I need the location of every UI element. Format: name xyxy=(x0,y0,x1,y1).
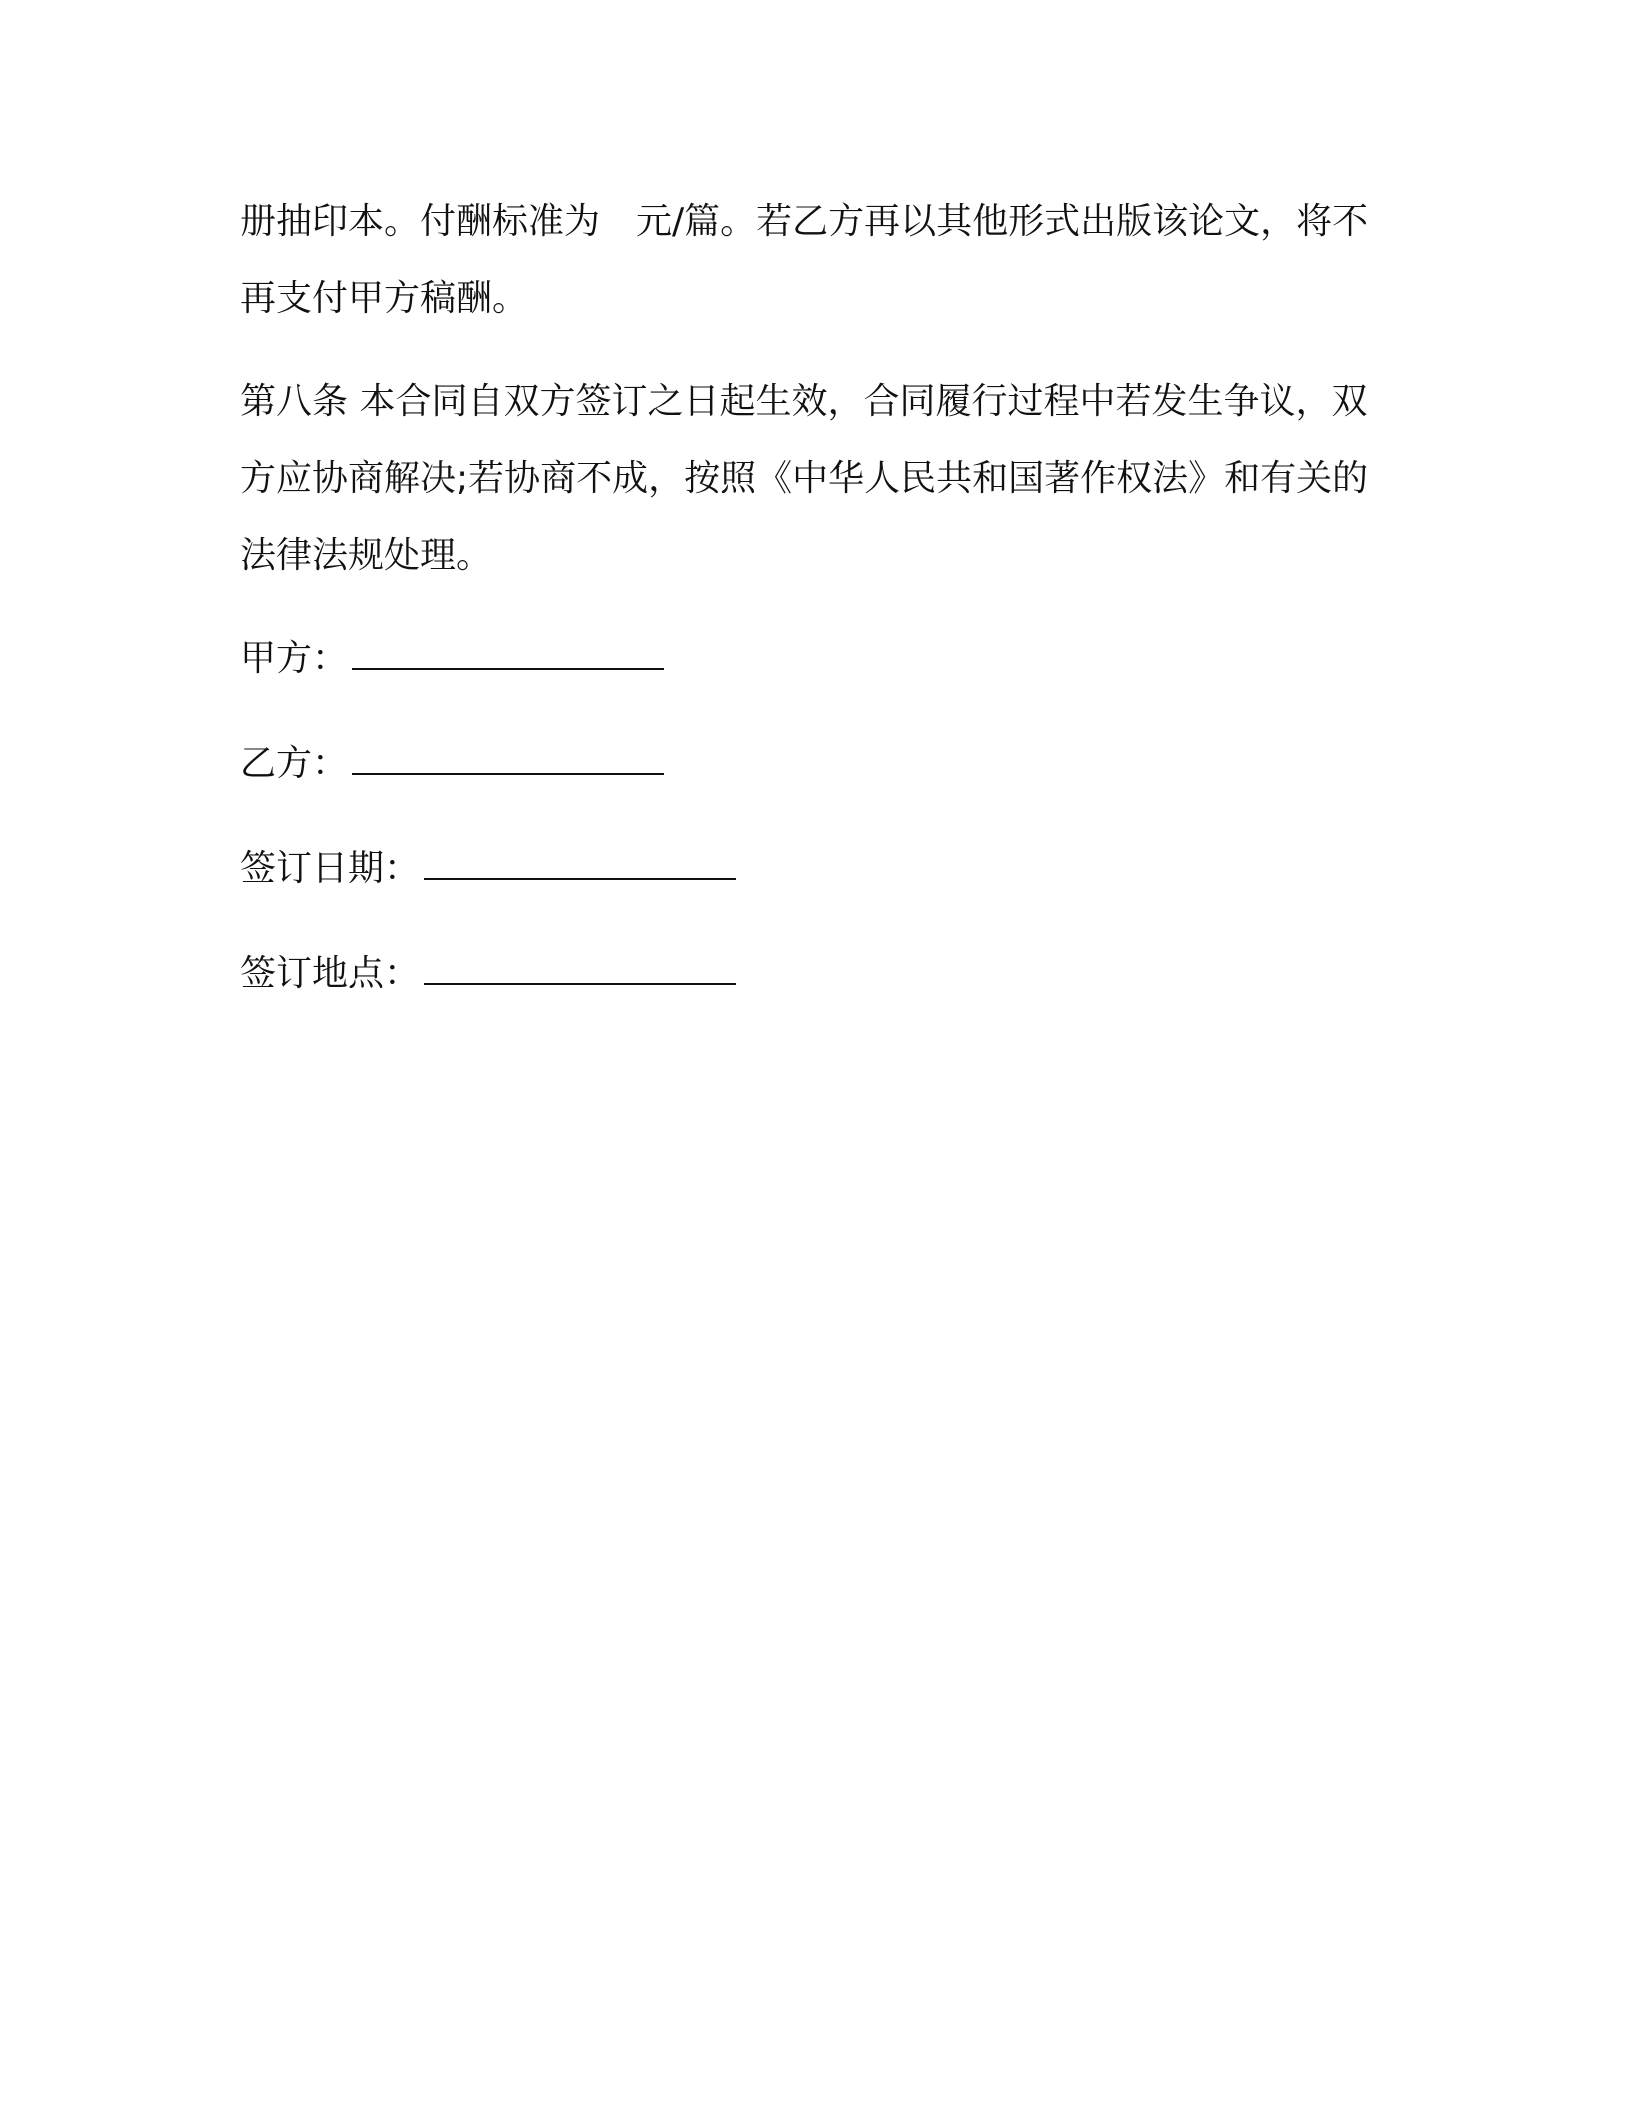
sign-place-line xyxy=(240,935,1370,1012)
party-b-blank xyxy=(352,729,664,775)
sign-date-blank xyxy=(424,834,736,880)
party-a-line xyxy=(240,620,1370,697)
signature-block xyxy=(240,620,1370,1012)
party-a-blank xyxy=(352,624,664,670)
party-b-line xyxy=(240,725,1370,802)
sign-place-blank xyxy=(424,939,736,985)
sign-date-label: 签订日期： xyxy=(240,848,421,889)
document-body xyxy=(240,183,1370,1012)
paragraph-article-eight: 第八条 本合同自双方签订之日起生效，合同履行过程中若发生争议，双方应协商解决;若协商不成，按照《中华人民共和国著作权法》和有关的法律法规处理。 xyxy=(240,381,1369,576)
sign-place-label: 签订地点： xyxy=(240,953,421,994)
party-b-label: 乙方： xyxy=(240,743,349,784)
party-a-label: 甲方： xyxy=(240,638,349,679)
sign-date-line xyxy=(240,830,1370,907)
paragraph-payment-terms: 册抽印本。付酬标准为 元/篇。若乙方再以其他形式出版该论文，将不再支付甲方稿酬。 xyxy=(240,201,1369,319)
